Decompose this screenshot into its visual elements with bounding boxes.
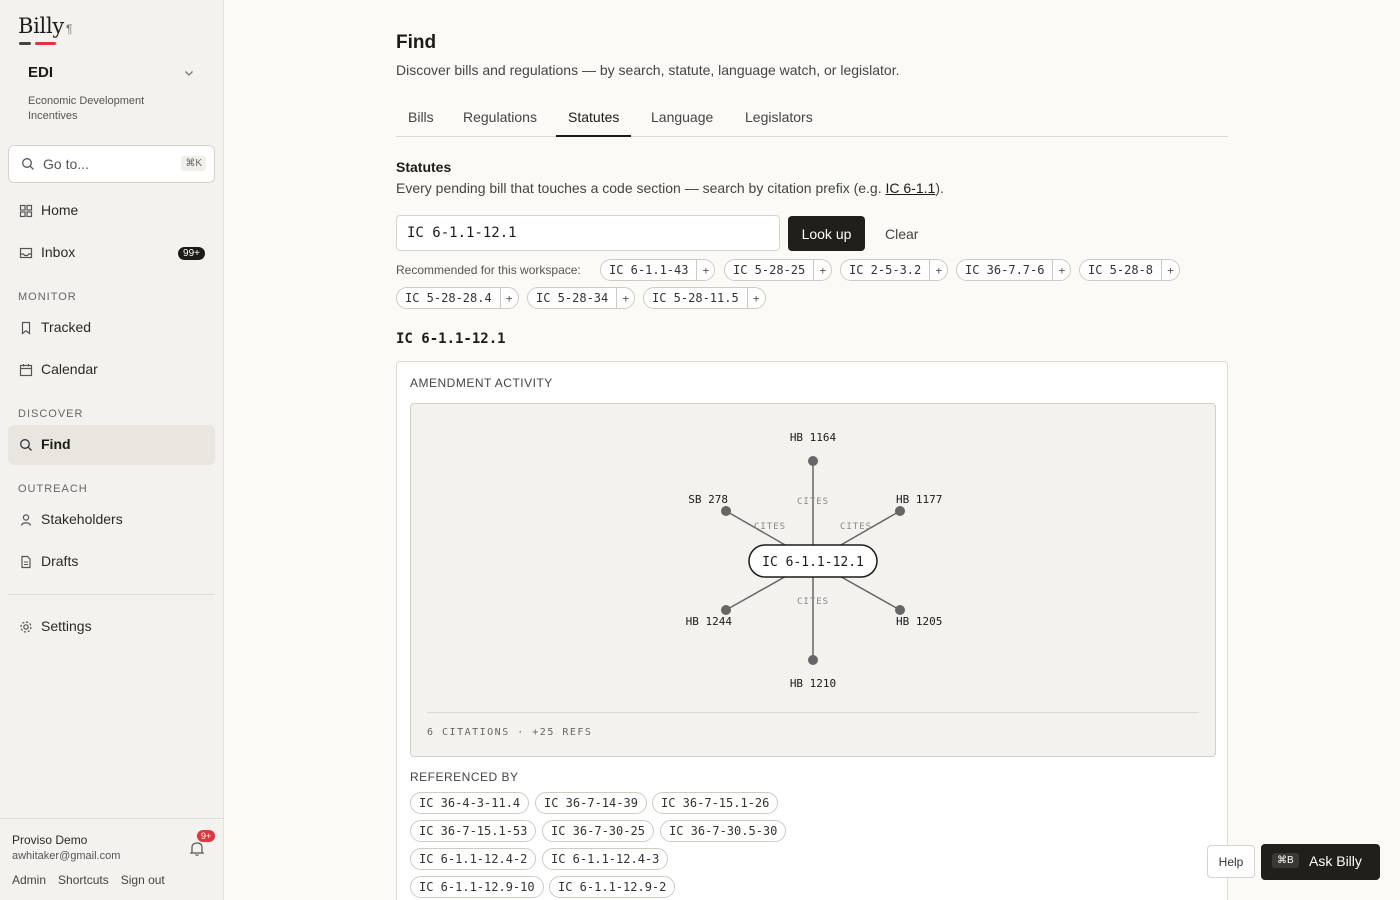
sidebar-divider bbox=[8, 594, 215, 595]
sidebar-footer bbox=[0, 818, 224, 900]
inbox-count-badge: 99+ bbox=[178, 247, 205, 260]
logo[interactable] bbox=[18, 14, 72, 38]
referenced-by-chip[interactable]: IC 36-7-15.1-26 bbox=[652, 792, 778, 814]
shortcuts-link[interactable]: Shortcuts bbox=[58, 873, 109, 887]
sidebar-item-inbox[interactable] bbox=[8, 233, 215, 273]
user-name: Proviso Demo bbox=[12, 833, 88, 847]
section-title: Statutes bbox=[396, 159, 452, 175]
node-label[interactable]: HB 1205 bbox=[896, 615, 943, 628]
chip-label: IC 6-1.1-43 bbox=[609, 263, 689, 277]
page-title: Find bbox=[396, 32, 437, 53]
citation-input[interactable] bbox=[396, 215, 780, 251]
center-node-label: IC 6-1.1-12.1 bbox=[762, 555, 864, 570]
chip-label: IC 5-28-8 bbox=[1088, 263, 1154, 277]
ask-label: Ask Billy bbox=[1309, 853, 1362, 869]
desc-suffix: ). bbox=[935, 180, 944, 196]
ask-shortcut: ⌘B bbox=[1272, 853, 1299, 868]
workspace-name[interactable]: EDI bbox=[28, 64, 54, 81]
chip-label: IC 5-28-25 bbox=[733, 263, 806, 277]
grid-icon bbox=[19, 204, 33, 218]
referenced-by-chip[interactable]: IC 36-7-30-25 bbox=[542, 820, 654, 842]
graph-footer-divider bbox=[427, 712, 1199, 713]
page-subtitle: Discover bills and regulations — by search, statute, language watch, or legislator. bbox=[396, 62, 900, 78]
sidebar-item-label: Home bbox=[41, 202, 79, 218]
sidebar-item-label: Calendar bbox=[41, 361, 98, 377]
desc-prefix: Every pending bill that touches a code section — search by citation prefix (e.g. bbox=[396, 180, 886, 196]
node-label[interactable]: HB 1244 bbox=[685, 615, 732, 628]
sidebar-item-label: Inbox bbox=[41, 244, 76, 260]
edge-label: CITES bbox=[796, 497, 830, 507]
tab-language[interactable]: Language bbox=[651, 109, 714, 125]
sidebar-item-drafts[interactable] bbox=[8, 542, 215, 582]
recommended-chip[interactable] bbox=[527, 287, 635, 309]
recommended-chip[interactable] bbox=[643, 287, 766, 309]
graph-node[interactable] bbox=[808, 655, 818, 665]
goto-placeholder: Go to... bbox=[43, 156, 89, 172]
tab-statutes[interactable]: Statutes bbox=[556, 104, 631, 137]
workspace-description: Economic Development Incentives bbox=[28, 95, 145, 122]
add-chip-button[interactable]: + bbox=[616, 288, 634, 308]
referenced-by-chip[interactable]: IC 36-4-3-11.4 bbox=[410, 792, 529, 814]
signout-link[interactable]: Sign out bbox=[120, 873, 165, 887]
footer-links bbox=[12, 873, 177, 887]
goto-shortcut: ⌘K bbox=[181, 156, 206, 171]
chip-label: IC 36-7.7-6 bbox=[965, 263, 1045, 277]
node-label[interactable]: HB 1177 bbox=[896, 493, 943, 506]
node-label[interactable]: HB 1164 bbox=[789, 431, 837, 444]
document-icon bbox=[19, 555, 33, 569]
example-citation-link[interactable]: IC 6-1.1 bbox=[885, 180, 936, 196]
graph-node[interactable] bbox=[808, 456, 818, 466]
chip-label: IC 5-28-34 bbox=[536, 291, 609, 305]
sidebar-item-label: Find bbox=[41, 436, 71, 452]
edge-label: CITES bbox=[753, 522, 787, 532]
graph-node[interactable] bbox=[895, 506, 905, 516]
sidebar-item-calendar[interactable] bbox=[8, 350, 215, 390]
section-label-outreach: OUTREACH bbox=[18, 483, 88, 495]
chip-label: IC 5-28-11.5 bbox=[652, 291, 739, 305]
result-citation: IC 6-1.1-12.1 bbox=[396, 331, 506, 347]
recommended-chip[interactable] bbox=[840, 259, 948, 281]
user-email: awhitaker@gmail.com bbox=[12, 850, 121, 862]
referenced-by-chip[interactable]: IC 6-1.1-12.4-3 bbox=[542, 848, 668, 870]
sidebar-item-stakeholders[interactable] bbox=[8, 500, 215, 540]
referenced-by-chip[interactable]: IC 36-7-15.1-53 bbox=[410, 820, 536, 842]
section-description bbox=[396, 180, 944, 196]
bookmark-icon bbox=[19, 321, 33, 335]
ask-billy-button[interactable] bbox=[1261, 844, 1380, 880]
sidebar-item-home[interactable] bbox=[8, 191, 215, 231]
statute-result-card bbox=[396, 361, 1228, 900]
add-chip-button[interactable]: + bbox=[813, 260, 831, 280]
help-button[interactable]: Help bbox=[1207, 845, 1255, 878]
add-chip-button[interactable]: + bbox=[1052, 260, 1070, 280]
admin-link[interactable]: Admin bbox=[12, 873, 47, 887]
graph-node[interactable] bbox=[895, 605, 905, 615]
sidebar-item-label: Drafts bbox=[41, 553, 79, 569]
add-chip-button[interactable]: + bbox=[1161, 260, 1179, 280]
referenced-by-chip[interactable]: IC 36-7-30.5-30 bbox=[660, 820, 786, 842]
graph-node[interactable] bbox=[721, 605, 731, 615]
recommended-chip[interactable] bbox=[956, 259, 1071, 281]
referenced-by-chip[interactable]: IC 6-1.1-12.9-10 bbox=[410, 876, 544, 898]
logo-pilcrow: ¶ bbox=[65, 22, 73, 36]
notification-badge: 9+ bbox=[197, 830, 215, 842]
referenced-by-chip[interactable]: IC 36-7-14-39 bbox=[535, 792, 647, 814]
calendar-icon bbox=[19, 363, 33, 377]
search-icon bbox=[19, 438, 33, 452]
sidebar-item-tracked[interactable] bbox=[8, 308, 215, 348]
person-icon bbox=[19, 513, 33, 527]
logo-underline-red bbox=[35, 42, 56, 45]
inbox-icon bbox=[19, 246, 33, 260]
sidebar bbox=[0, 0, 224, 900]
add-chip-button[interactable]: + bbox=[929, 260, 947, 280]
add-chip-button[interactable]: + bbox=[500, 288, 518, 308]
recommended-label: Recommended for this workspace: bbox=[396, 263, 581, 277]
chip-label: IC 2-5-3.2 bbox=[849, 263, 922, 277]
tab-legislators[interactable]: Legislators bbox=[745, 109, 813, 125]
lookup-button[interactable]: Look up bbox=[788, 216, 865, 251]
logo-text: Billy bbox=[18, 14, 64, 38]
logo-underline-dark bbox=[19, 42, 31, 45]
goto-search[interactable] bbox=[8, 145, 215, 183]
amendment-activity-label: AMENDMENT ACTIVITY bbox=[410, 376, 553, 390]
node-label[interactable]: HB 1210 bbox=[789, 677, 837, 690]
graph-node[interactable] bbox=[721, 506, 731, 516]
add-chip-button[interactable]: + bbox=[696, 260, 714, 280]
sidebar-item-label: Stakeholders bbox=[41, 511, 123, 527]
sidebar-item-settings[interactable] bbox=[8, 607, 215, 647]
tab-bills[interactable]: Bills bbox=[408, 109, 434, 125]
referenced-by-chip[interactable]: IC 6-1.1-12.9-2 bbox=[549, 876, 675, 898]
bell-icon[interactable] bbox=[189, 840, 205, 857]
sidebar-item-find[interactable] bbox=[8, 425, 215, 465]
referenced-by-chip[interactable]: IC 6-1.1-12.4-2 bbox=[410, 848, 536, 870]
search-icon bbox=[21, 157, 35, 171]
section-label-discover: DISCOVER bbox=[18, 408, 84, 420]
edge-label: CITES bbox=[796, 597, 830, 607]
sidebar-item-label: Settings bbox=[41, 618, 92, 634]
recommended-chip[interactable] bbox=[1079, 259, 1180, 281]
chevron-down-icon[interactable] bbox=[182, 66, 196, 80]
chip-label: IC 5-28-28.4 bbox=[405, 291, 492, 305]
section-label-monitor: MONITOR bbox=[18, 291, 77, 303]
sidebar-item-label: Tracked bbox=[41, 319, 92, 335]
citation-graph bbox=[410, 403, 1216, 757]
referenced-by-label: REFERENCED BY bbox=[410, 770, 519, 784]
tab-bar bbox=[396, 104, 1228, 137]
tab-regulations[interactable]: Regulations bbox=[463, 109, 537, 125]
recommended-chip[interactable] bbox=[600, 259, 715, 281]
gear-icon bbox=[19, 620, 33, 634]
recommended-chip[interactable] bbox=[724, 259, 832, 281]
clear-button[interactable]: Clear bbox=[876, 216, 927, 251]
citation-graph-svg bbox=[411, 404, 1217, 758]
add-chip-button[interactable]: + bbox=[747, 288, 765, 308]
citation-count: 6 CITATIONS · +25 REFS bbox=[427, 727, 593, 738]
recommended-chip[interactable] bbox=[396, 287, 519, 309]
node-label[interactable]: SB 278 bbox=[688, 493, 728, 506]
edge-label: CITES bbox=[839, 522, 873, 532]
